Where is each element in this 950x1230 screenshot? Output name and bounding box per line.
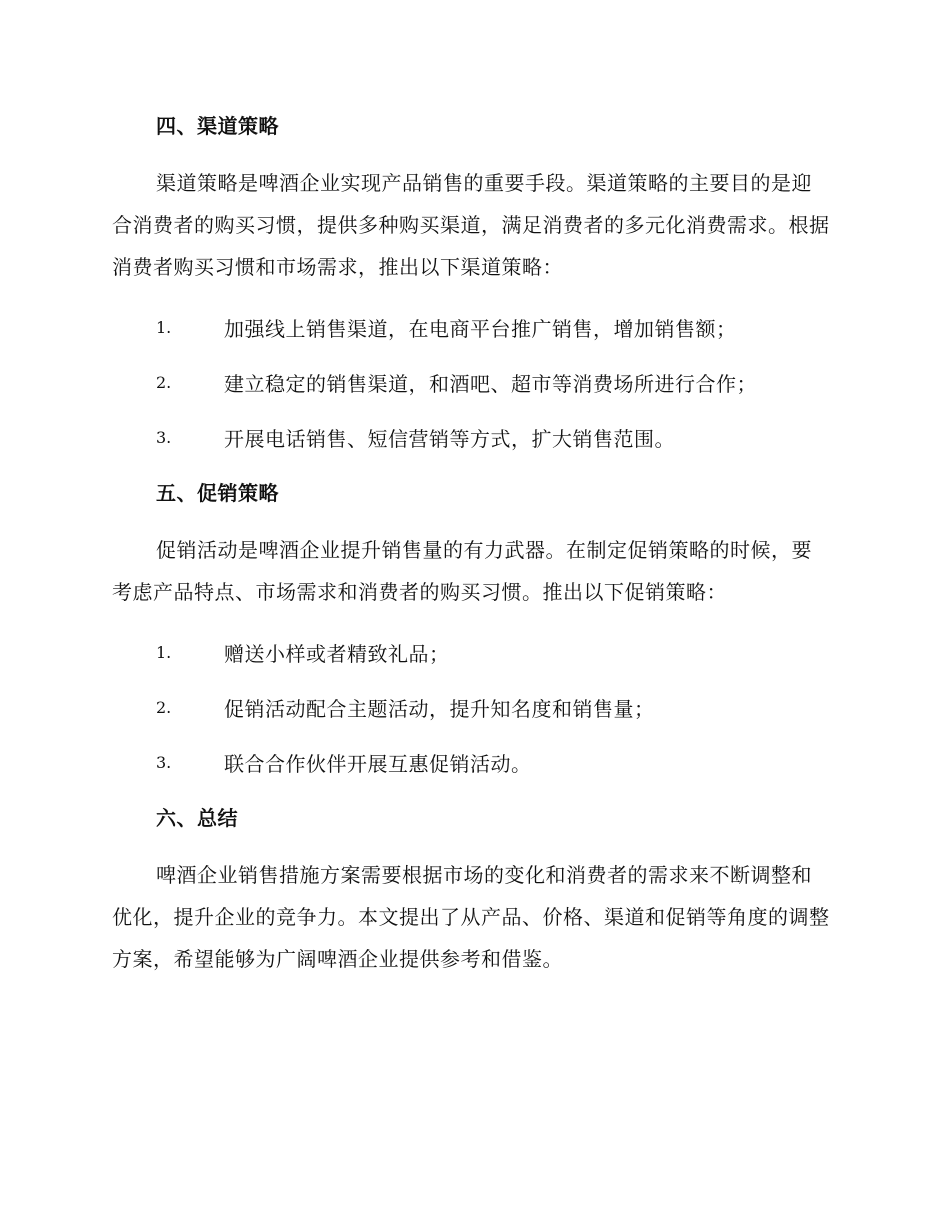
list-item (112, 410, 832, 465)
list-item (112, 355, 832, 410)
list-text: 开展电话销售、短信营销等方式，扩大销售范围。 (224, 427, 675, 451)
section-promotion-strategy (112, 475, 832, 790)
list-number: 3. (156, 753, 172, 772)
numbered-list (112, 300, 832, 465)
section-heading: 六、总结 (156, 806, 238, 830)
section-heading: 四、渠道策略 (156, 114, 279, 138)
list-item (112, 625, 832, 680)
section-channel-strategy (112, 108, 832, 465)
list-text: 促销活动配合主题活动，提升知名度和销售量； (224, 697, 655, 721)
list-text: 加强线上销售渠道，在电商平台推广销售，增加销售额； (224, 317, 737, 341)
list-item (112, 680, 832, 735)
list-number: 3. (156, 428, 172, 447)
list-text: 赠送小样或者精致礼品； (224, 642, 450, 666)
section-paragraph: 啤酒企业销售措施方案需要根据市场的变化和消费者的需求来不断调整和优化，提升企业的竞争力。本文提出了从产品、价格、渠道和促销等角度的调整方案，希望能够为广阔啤酒企业提供参考和借鉴。 (112, 863, 830, 971)
list-item (112, 300, 832, 355)
list-item (112, 735, 832, 790)
list-number: 1. (156, 318, 172, 337)
list-number: 2. (156, 373, 172, 392)
numbered-list (112, 625, 832, 790)
section-paragraph: 渠道策略是啤酒企业实现产品销售的重要手段。渠道策略的主要目的是迎合消费者的购买习惯，提供多种购买渠道，满足消费者的多元化消费需求。根据消费者购买习惯和市场需求，推出以下渠道策略： (112, 171, 830, 279)
section-paragraph: 促销活动是啤酒企业提升销售量的有力武器。在制定促销策略的时候，要考虑产品特点、市场需求和消费者的购买习惯。推出以下促销策略： (112, 538, 812, 604)
list-text: 建立稳定的销售渠道，和酒吧、超市等消费场所进行合作； (224, 372, 757, 396)
list-number: 2. (156, 698, 172, 717)
list-number: 1. (156, 643, 172, 662)
document-body (112, 108, 832, 992)
section-heading: 五、促销策略 (156, 481, 279, 505)
list-text: 联合合作伙伴开展互惠促销活动。 (224, 752, 532, 776)
section-summary (112, 800, 832, 980)
